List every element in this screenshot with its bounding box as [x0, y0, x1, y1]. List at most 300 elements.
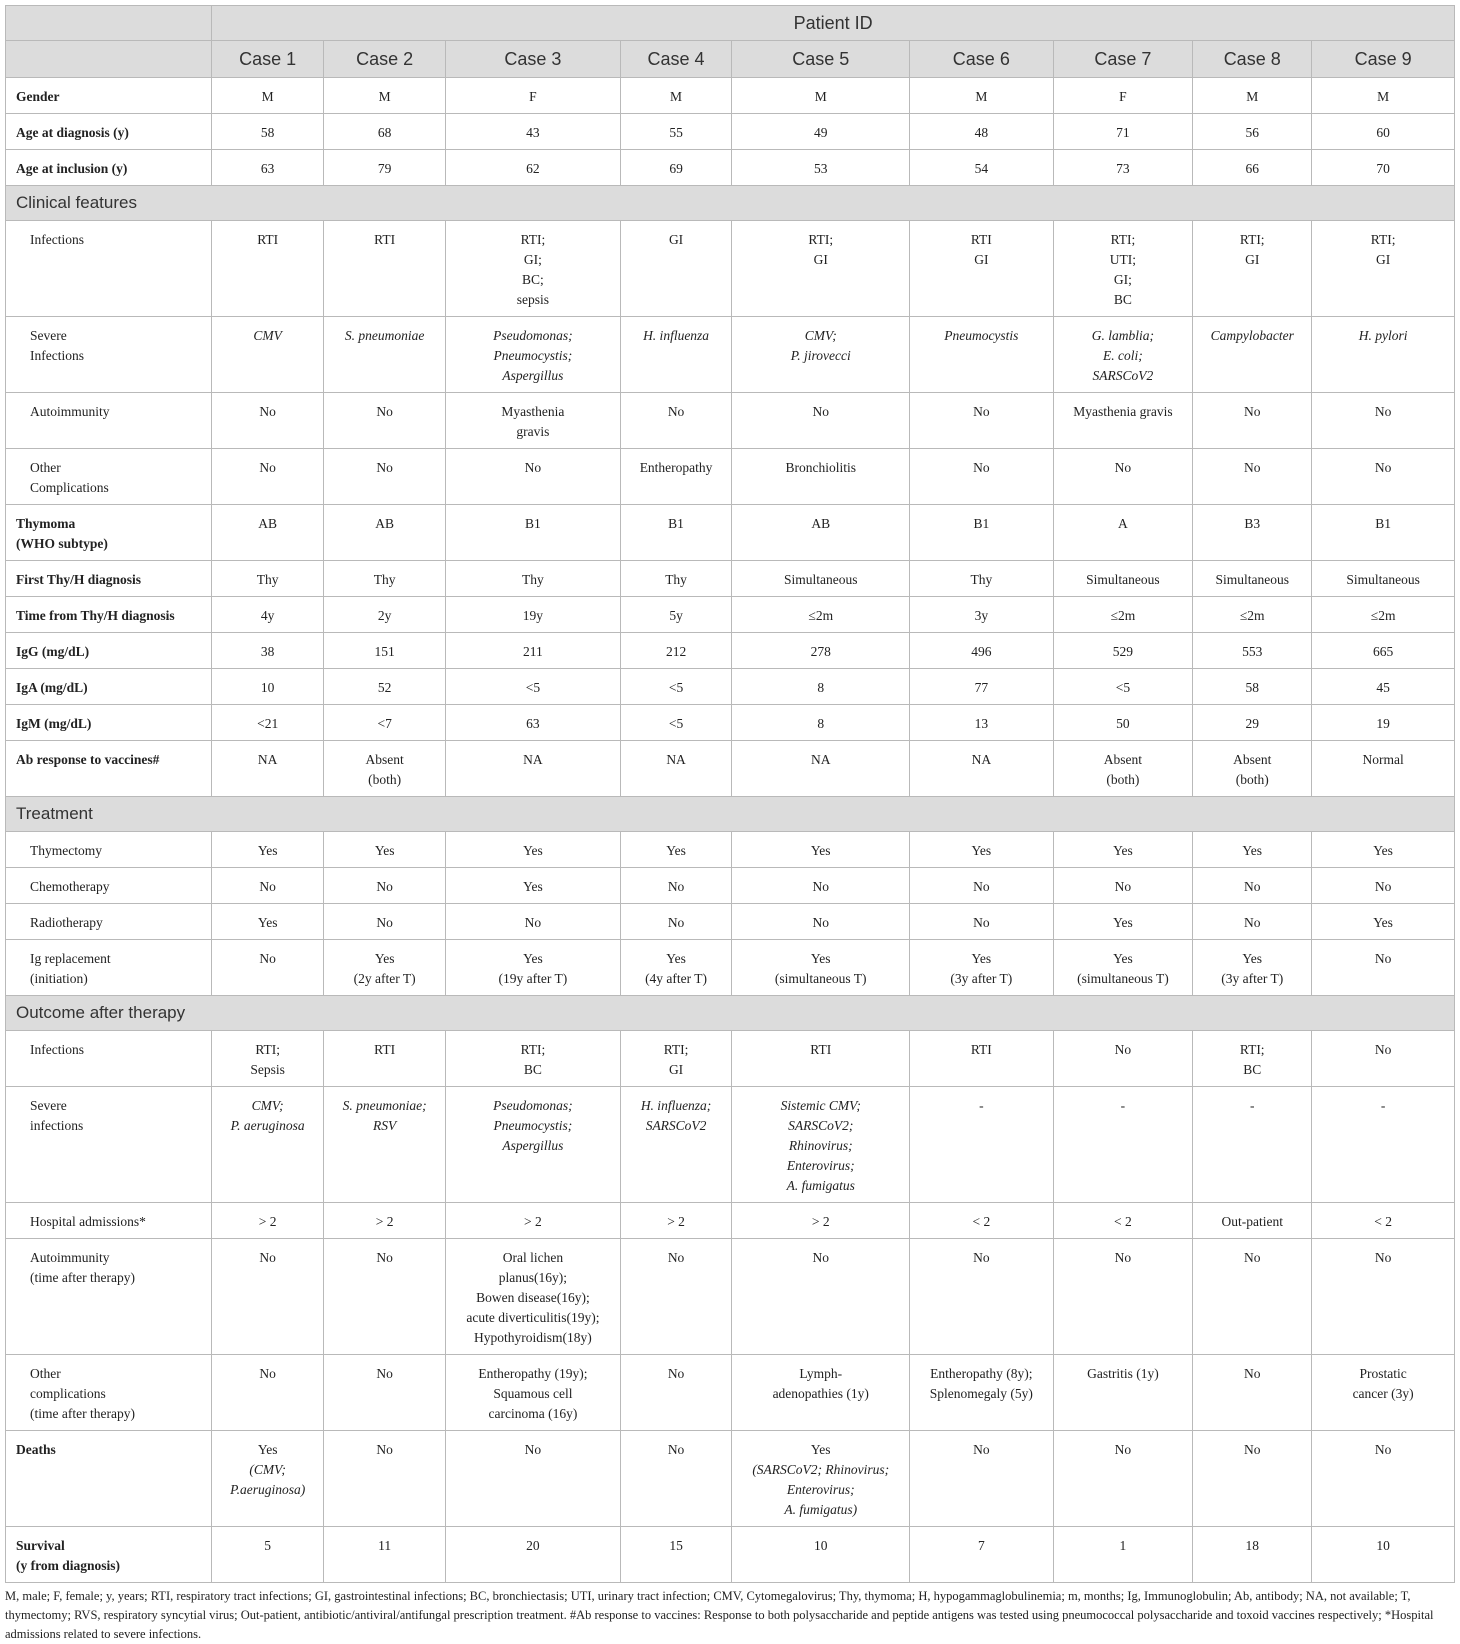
table-cell — [910, 1431, 1054, 1527]
table-cell — [1053, 1431, 1193, 1527]
cell-line: RTI; — [1110, 232, 1136, 247]
table-cell — [446, 221, 620, 317]
table-cell — [620, 393, 732, 449]
cell-line: ≤2m — [1370, 608, 1396, 623]
cell-line: (simultaneous T) — [774, 971, 867, 986]
cell-line: P.aeruginosa) — [230, 1482, 306, 1497]
cell-line: No — [667, 404, 685, 419]
table-cell — [212, 832, 324, 868]
cell-line: No — [667, 1366, 685, 1381]
table-cell — [324, 1355, 446, 1431]
table-cell — [620, 221, 732, 317]
table-cell — [910, 1527, 1054, 1583]
cell-line: CMV; — [804, 328, 837, 343]
cell-line: No — [973, 1250, 990, 1265]
header-case-3: Case 3 — [446, 41, 620, 78]
table-cell — [1053, 317, 1193, 393]
cell-line: (both) — [368, 772, 402, 787]
table-cell — [324, 1431, 446, 1527]
table-cell — [1193, 597, 1312, 633]
cell-line: adenopathies (1y) — [772, 1386, 869, 1401]
cell-line: No — [812, 1250, 829, 1265]
cell-line: Yes — [1242, 843, 1263, 858]
section-header — [6, 186, 1455, 221]
row-label-line: Time from Thy/H diagnosis — [16, 608, 175, 623]
cell-line: (3y after T) — [1221, 971, 1284, 986]
cell-line: No — [1374, 404, 1392, 419]
table-row — [6, 449, 1455, 505]
section-title: Treatment — [6, 797, 1455, 832]
row-label — [6, 78, 212, 114]
table-row — [6, 940, 1455, 996]
cell-line: 278 — [810, 644, 831, 659]
table-cell — [1053, 904, 1193, 940]
cell-line: 20 — [526, 1538, 540, 1553]
table-cell — [446, 904, 620, 940]
cell-line: Oral lichen — [502, 1250, 564, 1265]
table-cell — [446, 868, 620, 904]
cell-line: No — [376, 1250, 393, 1265]
cell-line: 3y — [974, 608, 989, 623]
table-cell — [1312, 505, 1455, 561]
table-cell — [1312, 1239, 1455, 1355]
table-cell — [1312, 1431, 1455, 1527]
cell-line: 63 — [260, 161, 275, 176]
cell-line: Yes — [374, 843, 395, 858]
row-label-line: IgA (mg/dL) — [16, 680, 88, 695]
table-cell — [212, 1031, 324, 1087]
cell-line: M — [1246, 89, 1259, 104]
table-cell — [212, 393, 324, 449]
cell-line: No — [1374, 1250, 1392, 1265]
cell-line: Yes — [810, 1442, 831, 1457]
cell-line: No — [1243, 1442, 1261, 1457]
table-row — [6, 1087, 1455, 1203]
cell-line: No — [1374, 1042, 1392, 1057]
table-cell — [620, 940, 732, 996]
table-cell — [1053, 705, 1193, 741]
cell-line: RSV — [373, 1118, 397, 1133]
row-label-line: Ab response to vaccines# — [16, 752, 160, 767]
cell-line: < 2 — [1374, 1214, 1392, 1229]
row-label — [6, 669, 212, 705]
cell-line: 62 — [526, 161, 540, 176]
cell-line: Splenomegaly (5y) — [929, 1386, 1033, 1401]
cell-line: No — [376, 879, 393, 894]
table-cell — [620, 705, 732, 741]
cell-line: (19y after T) — [498, 971, 568, 986]
cell-line: 665 — [1372, 644, 1394, 659]
row-label-line: (WHO subtype) — [16, 536, 108, 551]
row-label-line: Age at diagnosis (y) — [16, 125, 129, 140]
cell-line: 52 — [377, 680, 392, 695]
cell-line: <21 — [257, 716, 279, 731]
table-cell — [446, 940, 620, 996]
cell-line: BC — [1243, 1062, 1262, 1077]
cell-line: (both) — [1106, 772, 1140, 787]
row-label-line: Infections — [30, 232, 84, 247]
cell-line: GI — [1375, 252, 1391, 267]
table-cell — [324, 633, 446, 669]
cell-line: (4y after T) — [645, 971, 708, 986]
cell-line: 4y — [260, 608, 275, 623]
table-cell — [1193, 1203, 1312, 1239]
table-cell — [1053, 221, 1193, 317]
cell-line: No — [524, 460, 542, 475]
table-cell — [732, 669, 910, 705]
cell-line: Yes — [523, 951, 543, 966]
row-label-line: Severe — [30, 328, 67, 343]
cell-line: GI; — [1113, 272, 1132, 287]
table-cell — [1312, 669, 1455, 705]
row-label-line: Survival — [16, 1538, 65, 1553]
cell-line: Absent — [1233, 752, 1272, 767]
table-cell — [1193, 1031, 1312, 1087]
cell-line: CMV; — [251, 1098, 284, 1113]
cell-line: 11 — [378, 1538, 392, 1553]
table-cell — [1312, 221, 1455, 317]
cell-line: 68 — [377, 125, 392, 140]
table-cell — [732, 1031, 910, 1087]
cell-line: No — [1114, 1250, 1132, 1265]
cell-line: No — [1243, 460, 1261, 475]
cell-line: Squamous cell — [493, 1386, 573, 1401]
table-cell — [620, 832, 732, 868]
table-cell — [910, 868, 1054, 904]
table-cell — [620, 114, 732, 150]
header-case-6: Case 6 — [910, 41, 1054, 78]
cell-line: 529 — [1112, 644, 1134, 659]
cell-line: 10 — [1376, 1538, 1390, 1553]
cell-line: G. lamblia; — [1091, 328, 1155, 343]
table-cell — [910, 669, 1054, 705]
row-label — [6, 317, 212, 393]
table-cell — [446, 150, 620, 186]
cell-line: No — [667, 879, 685, 894]
cell-line: RTI; — [1370, 232, 1396, 247]
table-cell — [620, 741, 732, 797]
table-row — [6, 114, 1455, 150]
table-cell — [212, 741, 324, 797]
table-cell — [1193, 150, 1312, 186]
table-cell — [732, 832, 910, 868]
cell-line: (simultaneous T) — [1077, 971, 1169, 986]
table-cell — [1193, 449, 1312, 505]
cell-line: No — [812, 879, 829, 894]
cell-line: <5 — [1115, 680, 1131, 695]
cell-line: 79 — [377, 161, 392, 176]
table-cell — [732, 904, 910, 940]
table-row — [6, 904, 1455, 940]
table-cell — [1312, 1031, 1455, 1087]
table-row — [6, 1355, 1455, 1431]
cell-line: P. jirovecci — [790, 348, 851, 363]
cell-line: E. coli; — [1103, 348, 1143, 363]
table-cell — [1312, 904, 1455, 940]
table-row — [6, 221, 1455, 317]
cell-line: RTI; — [808, 232, 834, 247]
cell-line: SARSCoV2 — [1092, 368, 1154, 383]
table-cell — [1053, 741, 1193, 797]
cell-line: 5 — [264, 1538, 272, 1553]
header-case-2: Case 2 — [324, 41, 446, 78]
table-cell — [910, 1031, 1054, 1087]
cell-line: Simultaneous — [1346, 572, 1420, 587]
table-cell — [620, 1239, 732, 1355]
table-cell — [324, 393, 446, 449]
row-label-line: Other — [30, 460, 61, 475]
cell-line: Pneumocystis; — [493, 348, 573, 363]
table-row — [6, 505, 1455, 561]
table-cell — [1053, 868, 1193, 904]
table-cell — [1193, 741, 1312, 797]
cell-line: M — [670, 89, 683, 104]
footnote: M, male; F, female; y, years; RTI, respiratory tract infections; GI, gastrointestinal infections; BC, bronchiectasis; UTI, urinary tract infection; CMV, Cytomegalovirus; Thy, thymoma; H, hypogammaglobulinemia; m, months; Ig, Immunoglobulin; Ab, antibody; NA, not available; T, thymectomy; RVS, respiratory syncytial virus; Out-patient, antibiotic/antiviral/antifungal prescription treatment. #Ab response to vaccines: Response to both polysaccharide and peptide antigens was tested using pneumococcal polysaccharide and toxoid vaccines respectively; *Hospital admissions related to severe infections. — [5, 1589, 1434, 1641]
cell-line: GI — [668, 232, 684, 247]
cell-line: (SARSCoV2; Rhinovirus; — [752, 1462, 890, 1477]
table-cell — [620, 561, 732, 597]
table-cell — [1193, 393, 1312, 449]
cell-line: F — [529, 89, 537, 104]
cell-line: RTI — [374, 232, 396, 247]
cell-line: 54 — [974, 161, 989, 176]
header-corner-2 — [6, 41, 212, 78]
cell-line: Yes — [257, 843, 278, 858]
table-cell — [1193, 1355, 1312, 1431]
table-cell — [910, 1239, 1054, 1355]
table-cell — [1312, 1355, 1455, 1431]
table-cell — [732, 1355, 910, 1431]
cell-line: GI — [813, 252, 828, 267]
table-cell — [1193, 221, 1312, 317]
cell-line: Yes — [523, 879, 543, 894]
table-cell — [910, 1203, 1054, 1239]
table-cell — [1312, 1203, 1455, 1239]
table-cell — [1053, 597, 1193, 633]
cell-line: Thy — [373, 572, 396, 587]
cell-line: No — [973, 879, 990, 894]
table-cell — [732, 940, 910, 996]
table-cell — [446, 505, 620, 561]
cell-line: NA — [523, 752, 543, 767]
cell-line: Prostatic — [1359, 1366, 1407, 1381]
header-case-1: Case 1 — [212, 41, 324, 78]
cell-line: 43 — [526, 125, 540, 140]
table-cell — [324, 78, 446, 114]
table-cell — [324, 1203, 446, 1239]
cell-line: Pneumocystis; — [493, 1118, 573, 1133]
table-cell — [732, 705, 910, 741]
table-cell — [732, 393, 910, 449]
cell-line: Out-patient — [1221, 1214, 1283, 1229]
table-cell — [620, 449, 732, 505]
cell-line: Yes — [374, 951, 395, 966]
cell-line: No — [1243, 915, 1261, 930]
cell-line: S. pneumoniae — [344, 328, 425, 343]
table-cell — [910, 393, 1054, 449]
cell-line: 13 — [974, 716, 989, 731]
row-label-line: Complications — [30, 480, 109, 495]
table-cell — [1053, 940, 1193, 996]
table-row — [6, 633, 1455, 669]
row-label-line: Other — [30, 1366, 61, 1381]
row-label-line: infections — [30, 1118, 84, 1133]
table-cell — [212, 317, 324, 393]
table-cell — [910, 1087, 1054, 1203]
cell-line: ≤2m — [1239, 608, 1265, 623]
table-cell — [446, 449, 620, 505]
cell-line: GI — [974, 252, 989, 267]
header-corner — [6, 6, 212, 41]
cell-line: P. aeruginosa — [230, 1118, 305, 1133]
cell-line: > 2 — [811, 1214, 830, 1229]
table-cell — [1312, 1527, 1455, 1583]
header-case-9: Case 9 — [1312, 41, 1455, 78]
table-cell — [446, 78, 620, 114]
table-cell — [732, 633, 910, 669]
table-cell — [732, 78, 910, 114]
table-cell — [910, 150, 1054, 186]
cell-line: (2y after T) — [353, 971, 416, 986]
cell-line: Yes — [257, 915, 278, 930]
cell-line: NA — [257, 752, 278, 767]
cell-line: NA — [666, 752, 686, 767]
table-cell — [910, 741, 1054, 797]
cell-line: 151 — [374, 644, 395, 659]
table-cell — [732, 317, 910, 393]
table-cell — [910, 633, 1054, 669]
table-cell — [324, 150, 446, 186]
cell-line: carcinoma (16y) — [488, 1406, 578, 1421]
table-cell — [212, 221, 324, 317]
row-label — [6, 705, 212, 741]
cell-line: No — [973, 915, 990, 930]
table-cell — [446, 1355, 620, 1431]
table-cell — [324, 741, 446, 797]
table-cell — [212, 505, 324, 561]
table-cell — [212, 1431, 324, 1527]
table-cell — [212, 669, 324, 705]
row-label-line: Autoimmunity — [30, 404, 110, 419]
cell-line: - — [1120, 1098, 1126, 1113]
table-cell — [1193, 705, 1312, 741]
table-cell — [1053, 1031, 1193, 1087]
cell-line: AB — [811, 516, 831, 531]
row-label-line: First Thy/H diagnosis — [16, 572, 142, 587]
cell-line: Yes — [1242, 951, 1263, 966]
table-cell — [324, 904, 446, 940]
row-label — [6, 561, 212, 597]
table-cell — [1312, 633, 1455, 669]
cell-line: 1 — [1119, 1538, 1127, 1553]
cell-line: Myasthenia gravis — [1073, 404, 1173, 419]
table-cell — [324, 317, 446, 393]
cell-line: Yes — [523, 843, 543, 858]
cell-line: - — [1380, 1098, 1386, 1113]
table-cell — [446, 1203, 620, 1239]
table-cell — [446, 1527, 620, 1583]
cell-line: Entheropathy (8y); — [930, 1366, 1033, 1381]
table-cell — [212, 561, 324, 597]
cell-line: Yes — [1373, 843, 1393, 858]
table-cell — [732, 868, 910, 904]
cell-line: 29 — [1245, 716, 1259, 731]
table-cell — [446, 633, 620, 669]
table-row — [6, 78, 1455, 114]
table-cell — [732, 150, 910, 186]
table-cell — [446, 1239, 620, 1355]
table-cell — [446, 1087, 620, 1203]
cell-line: Myasthenia — [501, 404, 565, 419]
row-label — [6, 1527, 212, 1583]
cell-line: 553 — [1242, 644, 1263, 659]
cell-line: No — [524, 1442, 542, 1457]
table-row — [6, 741, 1455, 797]
table-cell — [324, 114, 446, 150]
cell-line: Aspergillus — [502, 368, 564, 383]
table-cell — [1312, 449, 1455, 505]
cell-line: No — [259, 1250, 276, 1265]
cell-line: cancer (3y) — [1352, 1386, 1414, 1401]
cell-line: RTI; — [520, 232, 546, 247]
table-cell — [1053, 561, 1193, 597]
table-cell — [1053, 669, 1193, 705]
table-cell — [620, 904, 732, 940]
cell-line: RTI; — [663, 1042, 689, 1057]
cell-line: No — [524, 915, 542, 930]
table-cell — [1053, 1527, 1193, 1583]
table-row — [6, 317, 1455, 393]
table-cell — [212, 868, 324, 904]
cell-line: Pneumocystis — [944, 328, 1019, 343]
cell-line: M — [814, 89, 827, 104]
cell-line: No — [259, 951, 276, 966]
cell-line: No — [259, 460, 276, 475]
cell-line: Lymph- — [799, 1366, 843, 1381]
section-header — [6, 797, 1455, 832]
cell-line: RTI — [257, 232, 279, 247]
table-cell — [212, 1239, 324, 1355]
table-cell — [910, 1355, 1054, 1431]
cell-line: H. influenza — [643, 328, 710, 343]
row-label — [6, 393, 212, 449]
cell-line: > 2 — [524, 1214, 542, 1229]
patient-table — [5, 5, 1455, 1583]
cell-line: SARSCoV2 — [645, 1118, 707, 1133]
table-cell — [620, 597, 732, 633]
cell-line: AB — [375, 516, 395, 531]
cell-line: Pseudomonas; — [493, 328, 573, 343]
cell-line: RTI — [810, 1042, 832, 1057]
row-label-line: (initiation) — [30, 971, 88, 986]
cell-line: No — [376, 1442, 393, 1457]
cell-line: RTI — [970, 232, 992, 247]
table-cell — [446, 669, 620, 705]
cell-line: 496 — [971, 644, 992, 659]
cell-line: 48 — [974, 125, 989, 140]
row-label — [6, 1087, 212, 1203]
cell-line: 2y — [377, 608, 392, 623]
row-label — [6, 741, 212, 797]
cell-line: Yes — [666, 951, 686, 966]
cell-line: NA — [971, 752, 992, 767]
cell-line: <5 — [668, 680, 684, 695]
cell-line: No — [973, 460, 990, 475]
row-label — [6, 597, 212, 633]
table-cell — [1053, 1203, 1193, 1239]
table-cell — [732, 1239, 910, 1355]
table-cell — [1312, 150, 1455, 186]
